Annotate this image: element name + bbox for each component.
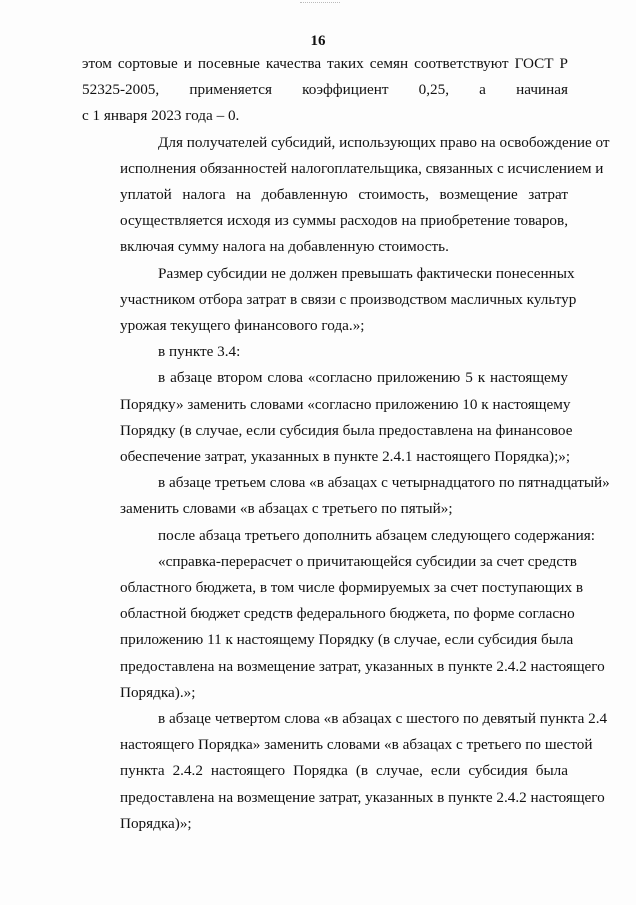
text-line: включая сумму налога на добавленную стоимость. [120,238,449,256]
paragraph [82,523,595,549]
paragraph [82,339,568,365]
text-line: после абзаца третьего дополнить абзацем следующего содержания: [158,526,595,544]
paragraph [82,51,568,130]
text-line: исполнения обязанностей налогоплательщика, связанных с исчислением и [120,159,604,177]
text-line: Для получателей субсидий, использующих право на освобождение от [158,133,610,151]
text-line: Порядка).»; [120,683,196,701]
text-line: в абзаце четвертом слова «в абзацах с шестого по девятый пункта 2.4 [158,710,608,728]
text-line: обеспечение затрат, указанных в пункте 2.4.1 настоящего Порядка);»; [120,448,571,466]
text-line: в абзаце втором слова «согласно приложению 5 к настоящему [158,369,568,387]
text-line: участником отбора затрат в связи с производством масличных культур [120,290,577,308]
text-line: Порядку (в случае, если субсидия была предоставлена на финансовое [120,421,573,439]
text-line: «справка-перерасчет о причитающейся субсидии за счет средств [158,552,577,570]
text-line: в абзаце третьем слова «в абзацах с четырнадцатого по пятнадцатый» [158,474,610,492]
paragraph [82,130,610,261]
text-line: уплатой налога на добавленную стоимость, возмещение затрат [120,186,568,204]
text-line: пункта 2.4.2 настоящего Порядка (в случае, если субсидия была [120,762,568,780]
text-line: 52325-2005, применяется коэффициент 0,25, а начиная [82,81,568,99]
text-line: приложению 11 к настоящему Порядку (в случае, если субсидия была [120,631,574,649]
text-line: предоставлена на возмещение затрат, указанных в пункте 2.4.2 настоящего [120,657,605,675]
paragraph [82,549,605,706]
text-line: областной бюджет средств федерального бюджета, по форме согласно [120,605,575,623]
text-line: Порядку» заменить словами «согласно приложению 10 к настоящему [120,395,571,413]
page-number: 16 [310,33,326,49]
text-line: урожая текущего финансового года.»; [120,317,365,335]
text-line: осуществляется исходя из суммы расходов на приобретение товаров, [120,212,568,230]
paragraph [82,706,608,837]
text-line: с 1 января 2023 года – 0. [82,107,240,125]
text-line: заменить словами «в абзацах с третьего по пятый»; [120,500,453,518]
text-line: областного бюджета, в том числе формируемых за счет поступающих в [120,579,584,597]
text-line: Порядка)»; [120,814,192,832]
paragraph [82,365,573,470]
text-line: настоящего Порядка» заменить словами «в абзацах с третьего по шестой [120,736,593,754]
text-line: Размер субсидии не должен превышать фактически понесенных [158,264,575,282]
paragraph [82,470,610,522]
text-line: в пункте 3.4: [158,343,241,361]
text-line: этом сортовые и посевные качества таких семян соответствуют ГОСТ Р [82,55,568,72]
text-line: предоставлена на возмещение затрат, указанных в пункте 2.4.2 настоящего [120,788,605,806]
paragraph [82,261,577,340]
scan-artifact [300,2,340,6]
document-body [82,51,610,837]
